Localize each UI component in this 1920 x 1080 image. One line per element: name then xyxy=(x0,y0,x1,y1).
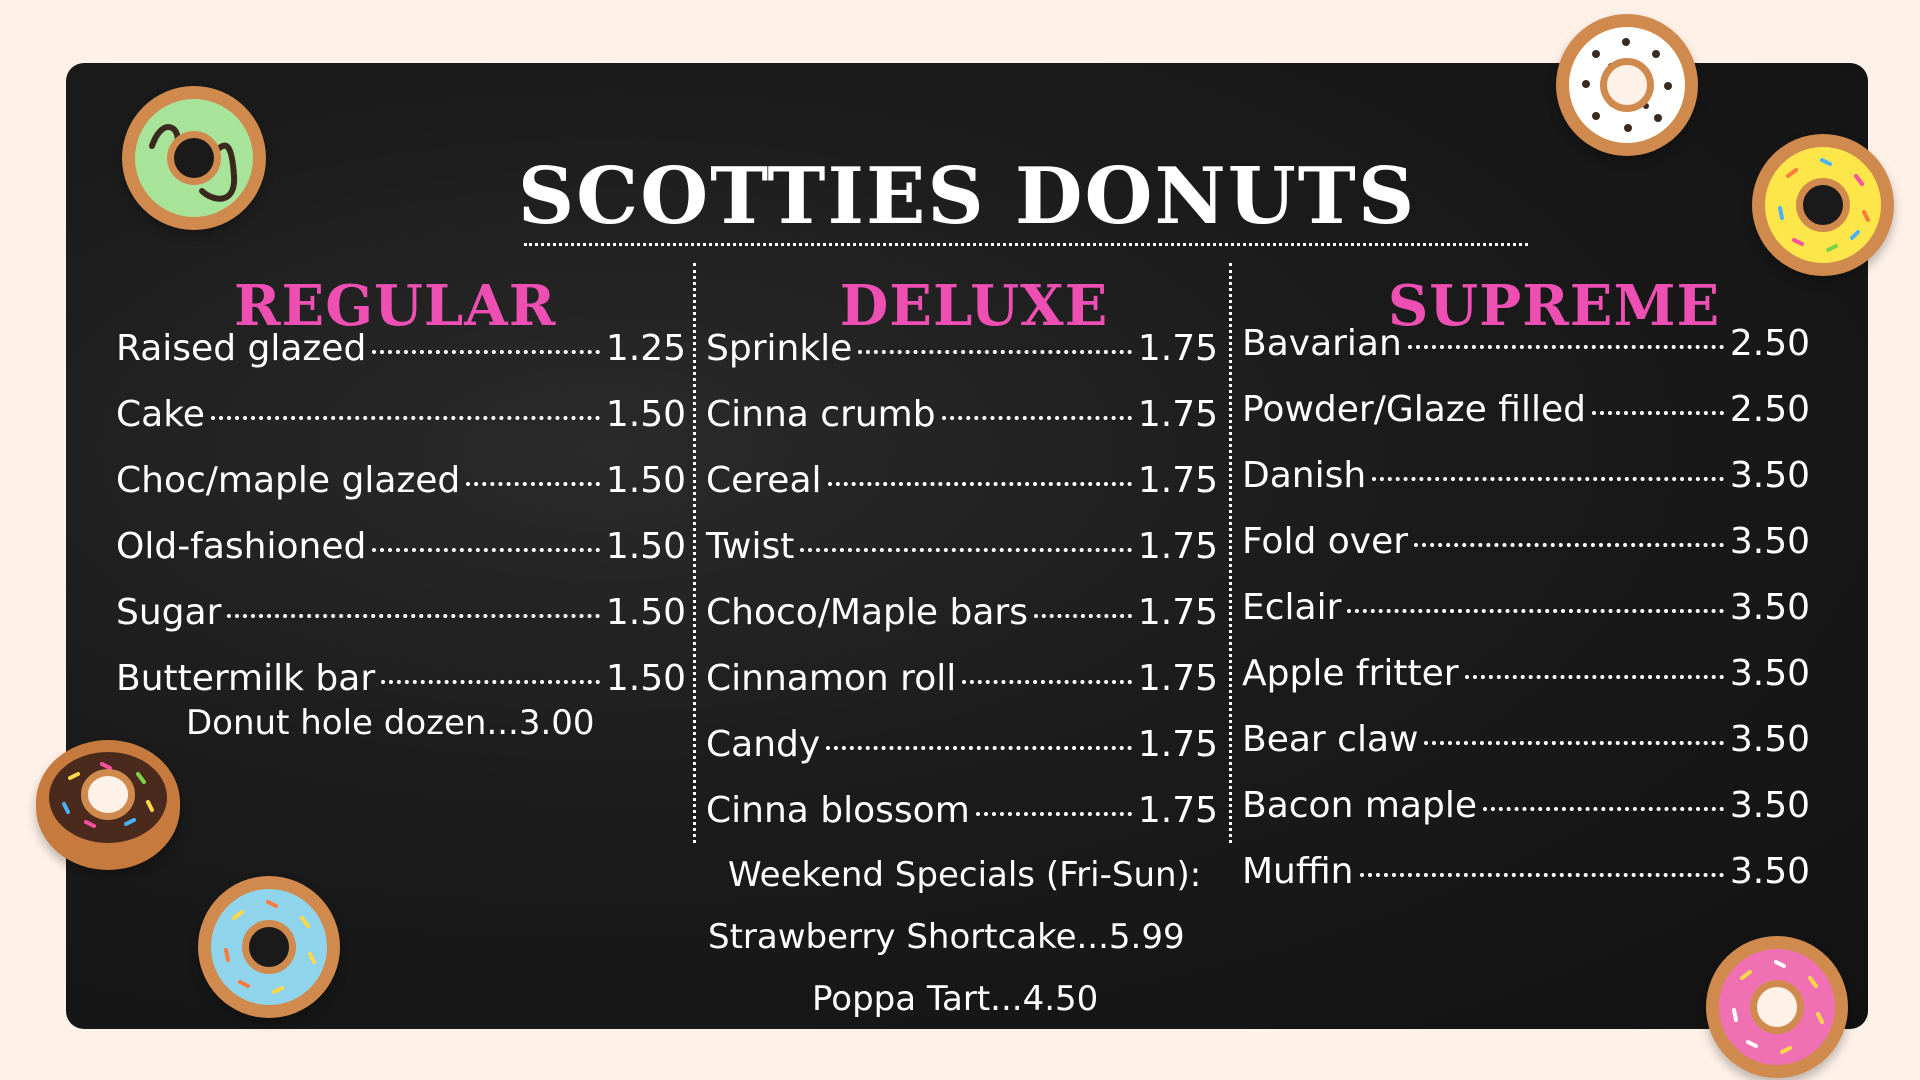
item-price: 3.50 xyxy=(1729,455,1810,496)
deluxe-menu-item xyxy=(706,592,1218,658)
dot-leader xyxy=(1414,543,1724,547)
deluxe-list xyxy=(706,328,1218,856)
item-name: Choc/maple glazed xyxy=(116,460,461,501)
supreme-menu-item xyxy=(1242,389,1810,455)
deluxe-menu-item xyxy=(706,526,1218,592)
green-drizzle-donut-icon xyxy=(122,86,266,230)
dot-leader xyxy=(1034,614,1132,618)
dot-leader xyxy=(227,614,599,618)
item-price: 3.50 xyxy=(1729,719,1810,760)
item-name: Danish xyxy=(1242,455,1367,496)
regular-heading: REGULAR xyxy=(234,273,557,339)
supreme-list xyxy=(1242,323,1810,917)
deluxe-heading: DELUXE xyxy=(839,273,1109,339)
dot-leader xyxy=(1408,345,1724,349)
item-price: 1.50 xyxy=(605,394,686,435)
item-price: 1.75 xyxy=(1137,394,1218,435)
blue-sprinkle-donut-icon xyxy=(198,876,340,1018)
supreme-menu-item xyxy=(1242,785,1810,851)
dot-leader xyxy=(1424,741,1723,745)
item-name: Cinna blossom xyxy=(706,790,970,831)
supreme-menu-item xyxy=(1242,455,1810,521)
deluxe-menu-item xyxy=(706,460,1218,526)
donut-hole-note: Donut hole dozen...3.00 xyxy=(186,703,595,743)
item-price: 3.50 xyxy=(1729,851,1810,892)
item-price: 1.75 xyxy=(1137,460,1218,501)
page-title: SCOTTIES DONUTS xyxy=(517,151,1417,242)
weekend-special-item: Strawberry Shortcake...5.99 xyxy=(708,917,1185,957)
item-name: Sugar xyxy=(116,592,222,633)
item-name: Raised glazed xyxy=(116,328,367,369)
supreme-menu-item xyxy=(1242,653,1810,719)
dot-leader xyxy=(962,680,1132,684)
dot-leader xyxy=(372,548,600,552)
item-price: 3.50 xyxy=(1729,521,1810,562)
item-price: 3.50 xyxy=(1729,653,1810,694)
dot-leader xyxy=(381,680,600,684)
column-divider-left xyxy=(693,263,696,843)
item-price: 1.75 xyxy=(1137,724,1218,765)
deluxe-menu-item xyxy=(706,394,1218,460)
item-name: Candy xyxy=(706,724,821,765)
regular-menu-item xyxy=(116,328,686,394)
weekend-special-item: Poppa Tart...4.50 xyxy=(812,979,1099,1019)
item-price: 1.75 xyxy=(1137,526,1218,567)
item-price: 1.75 xyxy=(1137,658,1218,699)
dot-leader xyxy=(211,416,600,420)
item-price: 1.50 xyxy=(605,526,686,567)
dot-leader xyxy=(1347,609,1723,613)
supreme-menu-item xyxy=(1242,587,1810,653)
dot-leader xyxy=(976,812,1132,816)
item-name: Bear claw xyxy=(1242,719,1419,760)
item-name: Bacon maple xyxy=(1242,785,1477,826)
item-price: 2.50 xyxy=(1729,389,1810,430)
item-name: Buttermilk bar xyxy=(116,658,376,699)
regular-menu-item xyxy=(116,526,686,592)
item-price: 3.50 xyxy=(1729,785,1810,826)
dot-leader xyxy=(1483,807,1724,811)
item-name: Cinna crumb xyxy=(706,394,936,435)
white-chocolate-chip-donut-icon xyxy=(1556,14,1698,156)
item-name: Sprinkle xyxy=(706,328,853,369)
deluxe-menu-item xyxy=(706,658,1218,724)
chocolate-sprinkle-donut-icon xyxy=(36,740,180,870)
supreme-heading: SUPREME xyxy=(1387,273,1721,339)
item-name: Twist xyxy=(706,526,795,567)
item-price: 1.50 xyxy=(605,460,686,501)
dot-leader xyxy=(1592,411,1724,415)
regular-list xyxy=(116,328,686,724)
item-price: 1.50 xyxy=(605,592,686,633)
supreme-menu-item xyxy=(1242,323,1810,389)
item-price: 1.75 xyxy=(1137,592,1218,633)
item-price: 1.25 xyxy=(605,328,686,369)
regular-menu-item xyxy=(116,592,686,658)
item-price: 1.75 xyxy=(1137,328,1218,369)
item-name: Old-fashioned xyxy=(116,526,367,567)
item-name: Bavarian xyxy=(1242,323,1402,364)
item-name: Powder/Glaze filled xyxy=(1242,389,1586,430)
dot-leader xyxy=(858,350,1132,354)
column-divider-right xyxy=(1229,263,1232,843)
dot-leader xyxy=(1360,873,1724,877)
dot-leader xyxy=(1372,477,1724,481)
dot-leader xyxy=(826,746,1132,750)
pink-sprinkle-donut-icon xyxy=(1706,936,1848,1078)
deluxe-menu-item xyxy=(706,328,1218,394)
item-name: Choco/Maple bars xyxy=(706,592,1028,633)
item-price: 1.75 xyxy=(1137,790,1218,831)
dot-leader xyxy=(372,350,600,354)
supreme-menu-item xyxy=(1242,521,1810,587)
item-name: Cake xyxy=(116,394,205,435)
item-name: Muffin xyxy=(1242,851,1354,892)
regular-menu-item xyxy=(116,394,686,460)
deluxe-menu-item xyxy=(706,790,1218,856)
title-divider xyxy=(524,243,1528,246)
item-name: Apple fritter xyxy=(1242,653,1459,694)
dot-leader xyxy=(466,482,600,486)
supreme-menu-item xyxy=(1242,851,1810,917)
item-name: Fold over xyxy=(1242,521,1409,562)
supreme-menu-item xyxy=(1242,719,1810,785)
dot-leader xyxy=(828,482,1132,486)
item-name: Cinnamon roll xyxy=(706,658,957,699)
item-name: Eclair xyxy=(1242,587,1342,628)
deluxe-menu-item xyxy=(706,724,1218,790)
item-name: Cereal xyxy=(706,460,822,501)
item-price: 3.50 xyxy=(1729,587,1810,628)
item-price: 1.50 xyxy=(605,658,686,699)
dot-leader xyxy=(1465,675,1724,679)
weekend-specials-heading: Weekend Specials (Fri-Sun): xyxy=(728,855,1202,895)
regular-menu-item xyxy=(116,460,686,526)
dot-leader xyxy=(800,548,1131,552)
item-price: 2.50 xyxy=(1729,323,1810,364)
yellow-sprinkle-donut-icon xyxy=(1752,134,1894,276)
dot-leader xyxy=(942,416,1132,420)
